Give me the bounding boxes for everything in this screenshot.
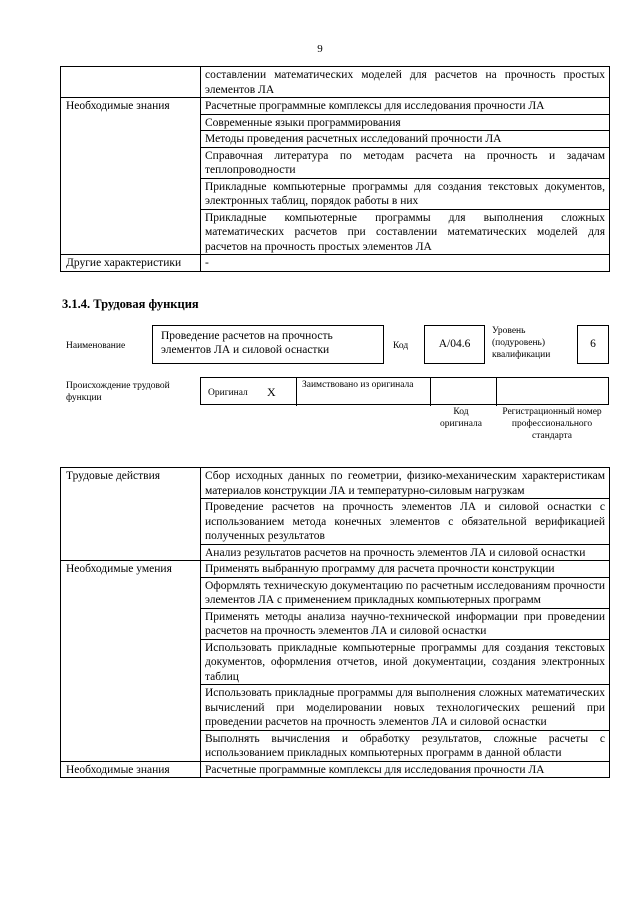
- table-cell: составлении математических моделей для расчетов на прочность простых элементов ЛА: [201, 67, 610, 98]
- code-value-box: A/04.6: [424, 325, 485, 364]
- table-cell: Оформлять техническую документацию по расчетным исследованиям прочности элементов ЛА с применением прикладных компьютерных программ: [201, 577, 610, 608]
- row-label-knowledge: Необходимые знания: [61, 761, 201, 778]
- level-value-box: 6: [577, 325, 609, 364]
- row-label-knowledge: Необходимые знания: [61, 98, 201, 255]
- original-label: Оригинал: [208, 388, 248, 398]
- table-cell: Выполнять вычисления и обработку результатов, сложные расчеты с использованием прикладных компьютерных программ в данной области: [201, 730, 610, 761]
- table-cell: Применять методы анализа научно-технической информации при проведении расчетов на прочность элементов ЛА и силовой оснастки: [201, 608, 610, 639]
- reg-number-label: Регистрационный номер профессионального стандарта: [502, 407, 602, 441]
- table-cell: Справочная литература по методам расчета на прочность и задачам теплопроводности: [201, 147, 610, 178]
- table-cell: Прикладные компьютерные программы для создания текстовых документов, электронных таблиц, порядок работы в них: [201, 178, 610, 209]
- name-label: Наименование: [66, 341, 126, 351]
- page-number: 9: [317, 43, 323, 55]
- table-cell: Проведение расчетов на прочность элементов ЛА и силовой оснастки с использованием метода конечных элементов с обязательной верификацией полученных результатов: [201, 499, 610, 545]
- table-cell: Расчетные программные комплексы для исследования прочности ЛА: [201, 761, 610, 778]
- function-name-box: Проведение расчетов на прочность элементов ЛА и силовой оснастки: [152, 325, 384, 364]
- table-cell: Сбор исходных данных по геометрии, физико-механическим характеристикам материалов конструкции ЛА и температурно-силовым нагрузкам: [201, 468, 610, 499]
- table-row: [61, 255, 610, 272]
- labor-function-table: [60, 467, 610, 778]
- origin-row: [200, 377, 609, 405]
- table-cell: Прикладные компьютерные программы для выполнения сложных математических расчетов при составлении математических моделей для расчетов на прочность простых элементов ЛА: [201, 209, 610, 255]
- table-cell: -: [201, 255, 610, 272]
- row-label-other: Другие характеристики: [61, 255, 201, 272]
- table-row: [61, 561, 610, 578]
- level-label: Уровень (подуровень) квалификации: [492, 326, 551, 360]
- borrowed-label: Заимствовано из оригинала: [302, 380, 414, 390]
- table-row: [61, 468, 610, 499]
- table-cell: Использовать прикладные программы для выполнения сложных математических вычислений при моделировании новых технологических решений при проведении расчетов на прочность элементов ЛА и силовой оснастки: [201, 685, 610, 731]
- table-cell: Анализ результатов расчетов на прочность элементов ЛА и силовой оснастки: [201, 544, 610, 561]
- code-origin-cell: [431, 378, 497, 406]
- table-cell: Применять выбранную программу для расчета прочности конструкции: [201, 561, 610, 578]
- table-row: [61, 761, 610, 778]
- table-cell: Методы проведения расчетных исследований прочности ЛА: [201, 131, 610, 148]
- section-heading: 3.1.4. Трудовая функция: [62, 297, 199, 311]
- code-label: Код: [393, 341, 409, 351]
- row-label: [61, 67, 201, 98]
- row-label-actions: Трудовые действия: [61, 468, 201, 561]
- table-cell: Расчетные программные комплексы для исследования прочности ЛА: [201, 98, 610, 115]
- code-origin-label: Код оригинала: [440, 407, 482, 429]
- origin-label: Происхождение трудовой функции: [66, 381, 170, 403]
- top-requirements-table: [60, 66, 610, 272]
- table-cell: Использовать прикладные компьютерные программы для создания текстовых документов, оформления отчетов, иной документации, создания электронных таблиц: [201, 639, 610, 685]
- table-row: [61, 98, 610, 115]
- borrowed-cell: [297, 378, 431, 406]
- table-row: [61, 67, 610, 98]
- reg-number-cell: [497, 378, 608, 406]
- original-mark: X: [267, 385, 276, 399]
- original-cell: [201, 378, 297, 406]
- table-cell: Современные языки программирования: [201, 114, 610, 131]
- row-label-skills: Необходимые умения: [61, 561, 201, 762]
